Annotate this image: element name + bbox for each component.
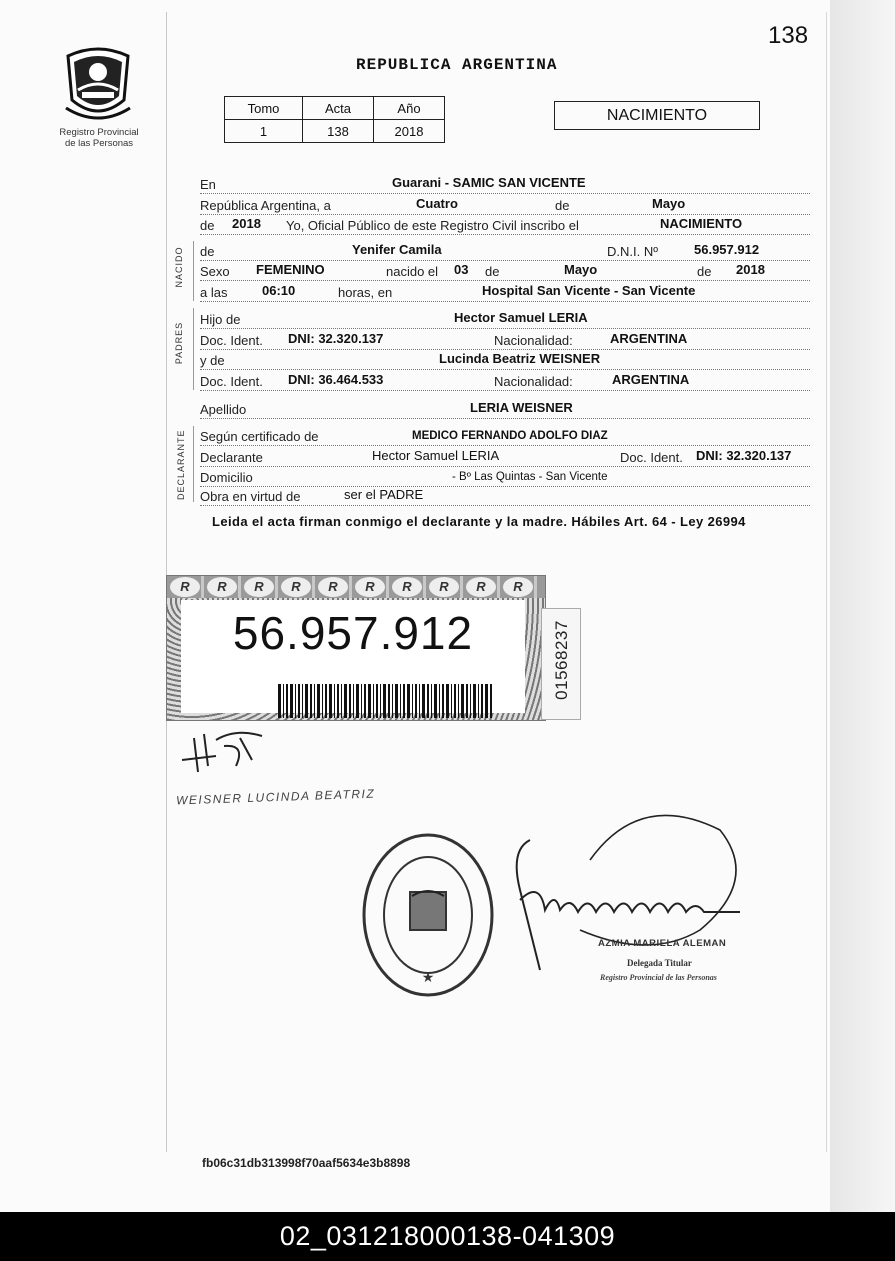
provincial-shield-logo: [62, 42, 134, 124]
label-nacido-el: nacido el: [386, 264, 439, 279]
registry-ano: 2018: [374, 120, 445, 143]
label-doc-ident-declarant: Doc. Ident.: [620, 450, 683, 465]
value-address: - Bº Las Quintas - San Vicente: [452, 471, 608, 483]
document-hash: fb06c31db313998f70aaf5634e3b8898: [202, 1156, 411, 1170]
label-republica: República Argentina, a: [200, 198, 331, 213]
label-obra: Obra en virtud de: [200, 489, 301, 504]
label-oficial: Yo, Oficial Público de este Registro Civil inscribo el: [286, 218, 579, 233]
label-apellido: Apellido: [200, 402, 247, 417]
value-surname: LERIA WEISNER: [470, 400, 573, 415]
row-name: [200, 242, 810, 261]
page-number: 138: [768, 22, 809, 49]
label-nacionalidad-father: Nacionalidad:: [494, 333, 573, 348]
label-sexo: Sexo: [200, 264, 230, 279]
label-dni: D.N.I. Nº: [607, 244, 658, 259]
label-hijo-de: Hijo de: [200, 312, 241, 327]
value-declarant-dni: DNI: 32.320.137: [696, 448, 792, 463]
row-sex: [200, 262, 810, 281]
value-dni: 56.957.912: [694, 242, 760, 257]
document-title: REPUBLICA ARGENTINA: [356, 56, 558, 74]
registry-tomo: 1: [225, 120, 303, 143]
sticker-r-mark: R: [429, 577, 459, 597]
svg-text:★: ★: [421, 969, 435, 985]
mother-signature: WEISNER LUCINDA BEATRIZ: [175, 786, 376, 808]
right-margin-line: [826, 12, 827, 1152]
registry-header-ano: Año: [374, 97, 445, 120]
value-year: 2018: [232, 216, 261, 231]
label-domicilio: Domicilio: [200, 470, 253, 485]
sticker-r-mark: R: [355, 577, 385, 597]
sticker-pattern-band: [167, 576, 545, 598]
row-year: [200, 216, 810, 235]
registry-table: [224, 96, 445, 143]
sticker-serial: 01568237: [552, 620, 571, 700]
father-signature: [176, 726, 276, 776]
sticker-r-mark: R: [207, 577, 237, 597]
row-mother: [200, 351, 810, 370]
label-de-name: de: [200, 244, 215, 259]
sticker-r-mark: R: [170, 577, 200, 597]
section-label-parents: PADRES: [174, 321, 184, 365]
sticker-r-mark: R: [466, 577, 496, 597]
officer-title: Delegada Titular: [627, 958, 692, 968]
row-virtue: [200, 487, 810, 506]
row-father: [200, 310, 810, 329]
sticker-r-mark: R: [392, 577, 422, 597]
sticker-r-mark: R: [281, 577, 311, 597]
sticker-r-mark: R: [503, 577, 533, 597]
document-type-box: NACIMIENTO: [554, 101, 760, 130]
sticker-r-mark: R: [244, 577, 274, 597]
registry-acta: 138: [303, 120, 374, 143]
footer-code: 02_031218000138-041309: [279, 1221, 616, 1251]
value-mother: Lucinda Beatriz WEISNER: [439, 351, 601, 366]
page-edge-shadow: [830, 0, 895, 1212]
org-name: [40, 127, 158, 149]
label-horas-en: horas, en: [338, 285, 393, 300]
label-de-month: de: [485, 264, 500, 279]
value-mother-dni: DNI: 36.464.533: [288, 372, 384, 387]
section-label-born: NACIDO: [174, 246, 184, 288]
row-surname: [200, 400, 810, 419]
value-declarant: Hector Samuel LERIA: [372, 448, 500, 463]
value-by-virtue-of: ser el PADRE: [344, 487, 424, 502]
section-bar-declarant: [193, 426, 194, 502]
officer-signature: [500, 800, 760, 1000]
value-name: Yenifer Camila: [352, 242, 442, 257]
row-place: [200, 175, 810, 194]
value-mother-nationality: ARGENTINA: [612, 372, 690, 387]
official-seal: [358, 830, 498, 1000]
org-name-line1: Registro Provincial: [59, 127, 139, 138]
label-declarante: Declarante: [200, 450, 263, 465]
value-record-type: NACIMIENTO: [660, 216, 743, 231]
value-day: Cuatro: [416, 196, 458, 211]
footer-bar: [0, 1212, 895, 1261]
row-declarant: [200, 448, 810, 467]
org-name-line2: de las Personas: [64, 138, 134, 149]
row-mother-doc: [200, 372, 810, 391]
value-time: 06:10: [262, 283, 296, 298]
label-a-las: a las: [200, 285, 228, 300]
value-birth-day: 03: [454, 262, 469, 277]
row-date: [200, 196, 810, 215]
value-sex: FEMENINO: [256, 262, 325, 277]
value-month: Mayo: [652, 196, 686, 211]
value-birth-year: 2018: [736, 262, 765, 277]
section-bar-born: [193, 241, 194, 301]
label-de-year: de: [200, 218, 215, 233]
label-doc-ident-father: Doc. Ident.: [200, 333, 263, 348]
value-birth-month: Mayo: [564, 262, 598, 277]
sticker-label: [181, 600, 525, 713]
label-de-year2: de: [697, 264, 712, 279]
officer-name: AZMIA MARIELA ALEMAN: [598, 938, 727, 949]
label-de: de: [555, 198, 570, 213]
label-nacionalidad-mother: Nacionalidad:: [494, 374, 573, 389]
row-father-doc: [200, 331, 810, 350]
registry-header-tomo: Tomo: [225, 97, 303, 120]
label-segun: Según certificado de: [200, 429, 319, 444]
officer-org: Registro Provincial de las Personas: [600, 973, 717, 982]
value-father-nationality: ARGENTINA: [610, 331, 688, 346]
label-doc-ident-mother: Doc. Ident.: [200, 374, 263, 389]
sticker-dni-number: 56.957.912: [232, 607, 474, 659]
label-y-de: y de: [200, 353, 225, 368]
value-place-of-birth: Hospital San Vicente - San Vicente: [482, 283, 696, 298]
value-place: Guarani - SAMIC SAN VICENTE: [392, 175, 586, 190]
sticker-r-mark: R: [318, 577, 348, 597]
row-time: [200, 283, 810, 302]
value-father: Hector Samuel LERIA: [454, 310, 588, 325]
closing-clause: Leida el acta firman conmigo el declarante y la madre. Hábiles Art. 64 - Ley 26994: [212, 514, 746, 529]
value-father-dni: DNI: 32.320.137: [288, 331, 384, 346]
barcode-icon: [278, 684, 492, 718]
section-label-declarant: DECLARANTE: [176, 429, 186, 500]
registry-header-acta: Acta: [303, 97, 374, 120]
row-address: [200, 468, 810, 487]
dni-sticker: [166, 575, 546, 721]
label-en: En: [200, 177, 216, 192]
value-certificate-by: MEDICO FERNANDO ADOLFO DIAZ: [412, 430, 608, 442]
section-bar-parents: [193, 308, 194, 390]
row-certificate: [200, 427, 810, 446]
